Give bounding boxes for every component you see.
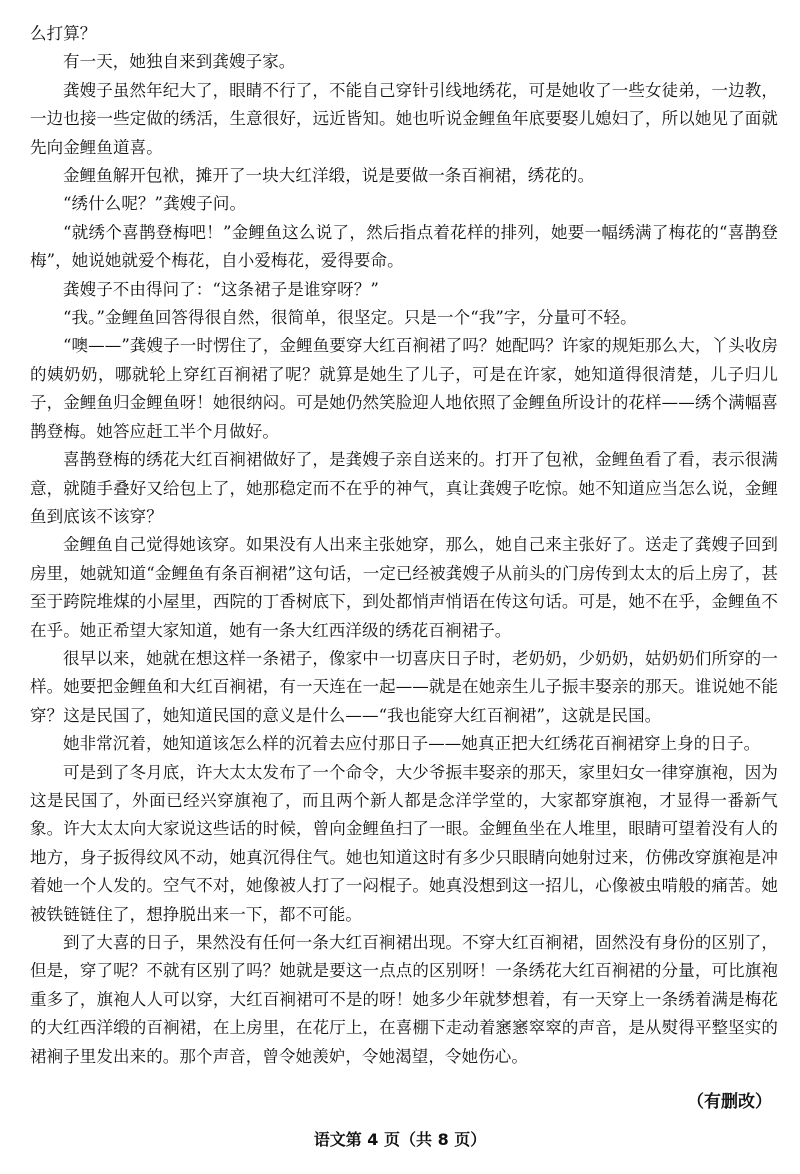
edit-note: （有删改） xyxy=(687,1092,772,1112)
paragraph-12: 很早以来，她就在想这样一条裙子，像家中一切喜庆日子时，老奶奶，少奶奶，姑奶奶们所穿的一样。她要把金鲤鱼和大红百裥裙，有一天连在一起——就是在她亲生儿子振丰娶亲的那天。谁说她不能穿？这是民国了，她知道民国的意义是什么——“我也能穿大红百裥裙”，这就是民国。 xyxy=(30,648,778,725)
paragraph-7: 龚嫂子不由得问了：“这条裙子是谁穿呀？” xyxy=(63,279,379,299)
paragraph-2: 有一天，她独自来到龚嫂子家。 xyxy=(63,52,296,72)
paragraph-15: 到了大喜的日子，果然没有任何一条大红百裥裙出现。不穿大红百裥裙，固然没有身份的区别了，但是，穿了呢？不就有区别了吗？她就是要这一点点的区别呀！一条绣花大红百裥裙的分量，可比旗袍重多了，旗袍人人可以穿，大红百裥裙可不是的呀！她多少年就梦想着，有一天穿上一条绣着满是梅花的大红西洋缎的百裥裙，在上房里，在花厅上，在喜棚下走动着窸窸窣窣的声音，是从熨得平整坚实的裙裥子里发出来的。那个声音，曾令她羡妒，令她渴望，令她伤心。 xyxy=(30,933,778,1066)
paragraph-11: 金鲤鱼自己觉得她该穿。如果没有人出来主张她穿，那么，她自己来主张好了。送走了龚嫂子回到房里，她就知道“金鲤鱼有条百裥裙”这句话，一定已经被龚嫂子从前头的门房传到太太的后上房了，甚至于跨院堆煤的小屋里，西院的丁香树底下，到处都悄声悄语在传这句话。可是，她不在乎，金鲤鱼不在乎。她正希望大家知道，她有一条大红西洋级的绣花百裥裙子。 xyxy=(30,535,778,640)
paragraph-9: “噢——”龚嫂子一时愣住了，金鲤鱼要穿大红百裥裙了吗？她配吗？许家的规矩那么大，丫头收房的姨奶奶，哪就轮上穿红百裥裙了呢？就算是她生了儿子，可是在许家，她知道得很清楚，儿子归儿子，金鲤鱼归金鲤鱼呀！她很纳闷。可是她仍然笑脸迎人地依照了金鲤鱼所设计的花样——绣个满幅喜鹊登梅。她答应赶工半个月做好。 xyxy=(30,336,778,441)
paragraph-8: “我。”金鲤鱼回答得很自然，很简单，很坚定。只是一个“我”字，分量可不轻。 xyxy=(63,308,637,328)
page-footer: 语文第 4 页（共 8 页） xyxy=(313,1130,487,1149)
paragraph-14: 可是到了冬月底，许大太太发布了一个命令，大少爷振丰娶亲的那天，家里妇女一律穿旗袍，因为这是民国了，外面已经兴穿旗袍了，而且两个新人都是念洋学堂的，大家都穿旗袍，才显得一番新气象。许大太太向大家说这些话的时候，曾向金鲤鱼扫了一眼。金鲤鱼坐在人堆里，眼睛可望着没有人的地方，身子扳得纹风不动，她真沉得住气。她也知道这时有多少只眼睛向她射过来，仿佛改穿旗袍是冲着她一个人发的。空气不对，她像被人打了一闷棍子。她真没想到这一招儿，心像被虫啃般的痛苦。她被铁链链住了，想挣脱出来一下，都不可能。 xyxy=(30,762,778,924)
paragraph-4: 金鲤鱼解开包袱，摊开了一块大红洋缎，说是要做一条百裥裙，绣花的。 xyxy=(63,166,595,186)
page-body xyxy=(30,20,778,1071)
paragraph-6: “就绣个喜鹊登梅吧！”金鲤鱼这么说了，然后指点着花样的排列，她要一幅绣满了梅花的“喜鹊登梅”，她说她就爱个梅花，自小爱梅花，爱得要命。 xyxy=(30,222,778,271)
paragraph-13: 她非常沉着，她知道该怎么样的沉着去应付那日子——她真正把大红绣花百裥裙穿上身的日子。 xyxy=(63,734,761,754)
paragraph-10: 喜鹊登梅的绣花大红百裥裙做好了，是龚嫂子亲自送来的。打开了包袱，金鲤鱼看了看，表示很满意，就随手叠好又给包上了，她那稳定而不在乎的神气，真让龚嫂子吃惊。她不知道应当怎么说，金鲤鱼到底该不该穿？ xyxy=(30,450,778,526)
paragraph-1: 么打算？ xyxy=(30,24,97,43)
paragraph-3: 龚嫂子虽然年纪大了，眼睛不行了，不能自己穿针引线地绣花，可是她收了一些女徒弟，一边教，一边也接一些定做的绣活，生意很好，远近皆知。她也听说金鲤鱼年底要娶儿媳妇了，所以她见了面就先向金鲤鱼道喜。 xyxy=(30,80,778,157)
paragraph-5: “绣什么呢？”龚嫂子问。 xyxy=(63,194,247,214)
